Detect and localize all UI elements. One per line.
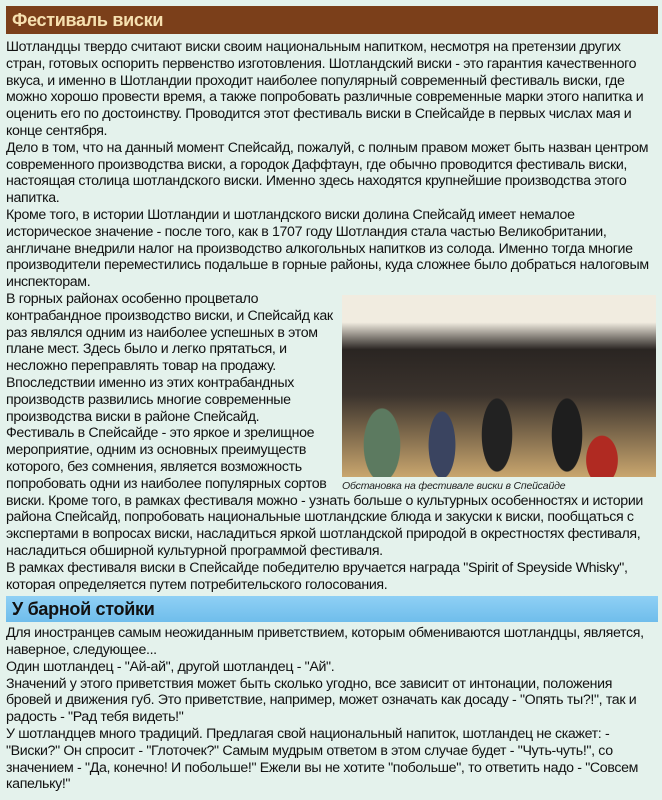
paragraph: Кроме того, в истории Шотландии и шотландского виски долина Спейсайд имеет немалое историческое значение - после того, как в 1707 году Шотландия стала частью Великобритании, англичане внедрили налог на производство алкогольных напитков из солода. Именно тогда многие производители переместились подальше в горные районы, куда сложнее было добраться налоговым инспекторам. [6,206,649,291]
paragraph: В горных районах особенно процветало контрабандное производство виски, и Спейсайд как раз являлся одним из наиболее успешных в этом плане мест. Здесь было и легко прятаться, и несложно переправлять товар на продажу. [6,290,333,375]
figure-caption: Обстановка на фестивале виски в Спейсайде [342,479,566,492]
paragraph: Дело в том, что на данный момент Спейсайд, пожалуй, с полным правом может быть назван центром современного производства виски, а городок Даффтаун, где обычно проводится фестиваль виски, настоящая столица шотландского виски. Именно здесь находятся крупнейшие производства этого напитка. [6,139,649,207]
paragraph: У шотландцев много традиций. Предлагая свой национальный напиток, шотландец не скажет: - "Виски?" Он спросит - "Глоточек?" Самым мудрым ответом в этом случае будет - "Чуть-чуть!", со значением - "Да, конечно! И побольше!" Ежели вы не хотите "побольше", то ответить надо - "Совсем капельку!" [6,726,639,793]
paragraph: Впоследствии именно из этих контрабандных производств развились многие современные производства виски в районе Спейсайд. [6,374,294,425]
paragraph: В рамках фестиваля виски в Спейсайде победителю вручается награда "Spirit of Speyside Whisky", которая определяется путем потребительского голосования. [6,559,628,593]
section-heading-bar: У барной стойки [6,596,658,622]
festival-figure [342,295,658,492]
paragraph: Значений у этого приветствия может быть сколько угодно, все зависит от интонации, положения бровей и движения губ. Это приветствие, например, может означать как досаду - "Опять ты?!", так и радость - "Рад тебя видеть!" [6,675,637,726]
paragraph: Для иностранцев самым неожиданным приветствием, которым обмениваются шотландцы, является, наверное, следующее... [6,625,644,659]
paragraph: Один шотландец - "Ай-ай", другой шотландец - "Ай". [6,658,335,675]
festival-photo [342,295,656,477]
section-heading-whisky-festival: Фестиваль виски [6,6,658,34]
paragraph: Фестиваль в Спейсайде - это яркое и зрелищное мероприятие, одним из основных преимуществ которого, без сомнения, является возможность попробовать одни из наиболее популярных сортов виски. Кроме того, в рамках фестиваля можно - узнать больше о культурных особенностях и истории района Спейсайд, попробовать национальные шотландские блюда и закуски к виски, пообщаться с экспертами в вопросах виски, насладиться яркой шотландской природой в окрестностях фестиваля, насладиться обширной культурной программой фестиваля. [6,425,643,559]
paragraph: Шотландцы твердо считают виски своим национальным напитком, несмотря на претензии других стран, готовых оспорить первенство изготовления. Шотландский виски - это гарантия качественного вкуса, и именно в Шотландии проходит наиболее популярный современный фестиваль виски, где можно хорошо провести время, а также попробовать различные современные марки этого напитка и оценить его по достоинству. Проводится этот фестиваль виски в Спейсайде в первых числах мая и конце сентября. [6,39,644,139]
